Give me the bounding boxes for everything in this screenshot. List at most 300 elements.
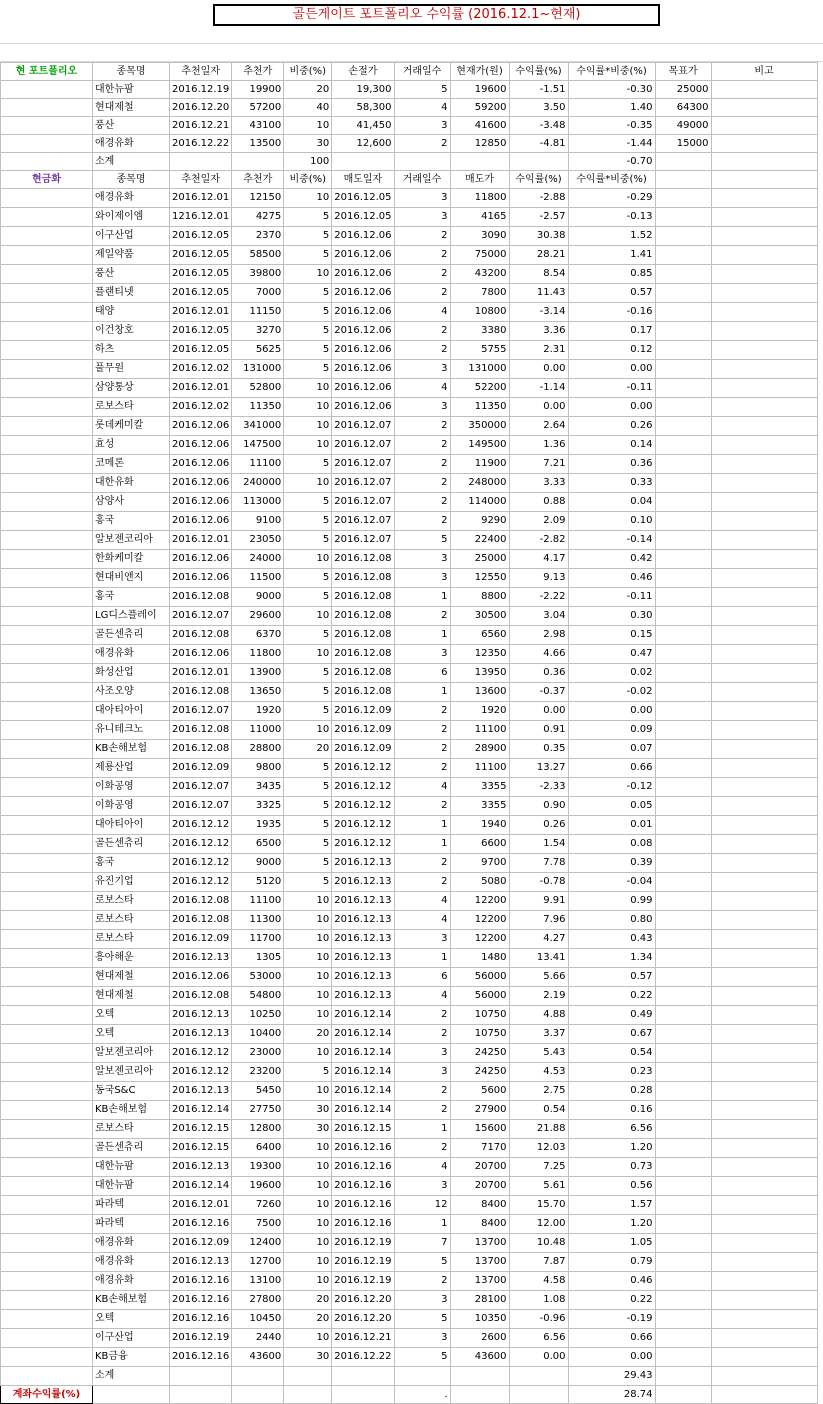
table-cell: 27800 [232,1291,284,1310]
table-cell: 11300 [232,911,284,930]
cash-header-cell: 수익률*비중(%) [568,171,655,189]
table-cell: 7500 [232,1215,284,1234]
table-cell: 1 [394,588,450,607]
table-cell: 0.80 [568,911,655,930]
table-cell: 0.66 [568,759,655,778]
table-cell: 홍국 [93,854,170,873]
table-cell: 2.64 [509,417,568,436]
table-cell: 10 [284,436,332,455]
table-cell: 2016.12.05 [170,227,232,246]
table-cell: 2016.12.19 [332,1253,394,1272]
table-cell: 1.54 [509,835,568,854]
table-cell: 5 [284,322,332,341]
table-cell: 0.00 [568,702,655,721]
table-cell: 5 [284,854,332,873]
table-cell: 20 [284,1310,332,1329]
table-cell: 12 [394,1196,450,1215]
table-cell: 2016.12.01 [170,379,232,398]
table-cell: 2016.12.05 [170,284,232,303]
table-cell: 0.14 [568,436,655,455]
table-cell: 2016.12.08 [332,569,394,588]
row-spacer [1,1196,93,1215]
table-cell: 3 [394,1291,450,1310]
table-cell: 2 [394,265,450,284]
table-cell: 2.19 [509,987,568,1006]
cash-subtotal-row [1,1367,818,1386]
table-cell: 풍산 [93,265,170,284]
table-cell: 2016.12.09 [170,930,232,949]
table-cell: 2016.12.13 [332,968,394,987]
table-cell: 2016.12.12 [332,797,394,816]
table-cell: 0.99 [568,892,655,911]
current-subtotal-row [1,153,818,171]
table-cell: -0.02 [568,683,655,702]
subtotal-label: 소계 [93,1367,170,1386]
row-spacer [1,1329,93,1348]
table-cell: 2016.12.12 [170,1063,232,1082]
table-cell: 2 [394,455,450,474]
portfolio-sheet [0,62,818,1404]
table-cell: 2 [394,512,450,531]
table-cell: -2.33 [509,778,568,797]
table-cell: 2016.12.14 [332,1082,394,1101]
table-cell: 12150 [232,189,284,208]
table-cell: 로보스타 [93,1120,170,1139]
row-spacer [1,1177,93,1196]
current-header-cell: 비중(%) [284,63,332,81]
table-cell: 2016.12.08 [332,607,394,626]
table-cell: 12850 [450,135,509,153]
table-cell: 2016.12.07 [332,512,394,531]
table-cell: 30 [284,1120,332,1139]
table-cell: 1216.12.01 [170,208,232,227]
table-cell: 15000 [655,135,711,153]
table-cell: 49000 [655,117,711,135]
table-cell: 2016.12.06 [170,512,232,531]
table-cell: 11000 [232,721,284,740]
table-cell: -0.35 [568,117,655,135]
table-cell: 이화공영 [93,778,170,797]
table-cell: 3.33 [509,474,568,493]
table-cell: 2016.12.19 [332,1272,394,1291]
table-cell: 대아티아이 [93,702,170,721]
table-cell: 3 [394,645,450,664]
current-header-cell: 종목명 [93,63,170,81]
table-cell: 2016.12.14 [332,1025,394,1044]
table-cell: 2016.12.08 [170,588,232,607]
table-row [1,1291,818,1310]
table-cell: 30 [284,1348,332,1367]
table-cell: 30 [284,1101,332,1120]
table-cell: 7000 [232,284,284,303]
row-spacer [1,968,93,987]
table-cell: 27750 [232,1101,284,1120]
table-cell: -0.30 [568,81,655,99]
table-cell: 현대제철 [93,987,170,1006]
table-cell: 2600 [450,1329,509,1348]
table-cell: 30 [284,135,332,153]
table-cell: 5 [284,797,332,816]
table-cell: 2016.12.09 [332,721,394,740]
table-cell: 4 [394,778,450,797]
row-spacer [1,949,93,968]
table-cell: 20 [284,81,332,99]
table-cell: 2 [394,493,450,512]
table-cell: 3 [394,189,450,208]
table-cell: 0.54 [568,1044,655,1063]
table-row [1,341,818,360]
table-cell: 2016.12.06 [332,341,394,360]
table-cell: 2016.12.06 [170,474,232,493]
table-cell: 40 [284,99,332,117]
table-cell: 알보젠코리아 [93,1063,170,1082]
table-cell: 8400 [450,1196,509,1215]
row-spacer [1,1348,93,1367]
table-row [1,265,818,284]
table-cell: -3.48 [509,117,568,135]
table-cell: 0.00 [568,398,655,417]
table-cell: 43600 [450,1348,509,1367]
table-row [1,1139,818,1158]
table-cell: 12,600 [332,135,394,153]
table-row [1,1177,818,1196]
table-cell: 13.27 [509,759,568,778]
table-cell: 2016.12.12 [332,759,394,778]
table-row [1,417,818,436]
table-cell: 2016.12.06 [170,569,232,588]
table-cell: 149500 [450,436,509,455]
table-cell: 5 [284,493,332,512]
table-cell: 홍국 [93,512,170,531]
table-cell: 59200 [450,99,509,117]
table-cell: -4.81 [509,135,568,153]
current-header-row [1,63,818,81]
table-row [1,607,818,626]
row-spacer [1,398,93,417]
table-cell: 4 [394,379,450,398]
table-cell: 3355 [450,778,509,797]
table-cell: 대아티아이 [93,816,170,835]
table-cell: 75000 [450,246,509,265]
table-cell: 10 [284,417,332,436]
table-cell: 4.88 [509,1006,568,1025]
current-header-cell: 추천가 [232,63,284,81]
table-cell: 2016.12.08 [170,892,232,911]
table-row [1,99,818,117]
row-spacer [1,117,93,135]
table-row [1,1101,818,1120]
table-cell: 화성산업 [93,664,170,683]
table-cell: 10 [284,1139,332,1158]
table-cell: 5.43 [509,1044,568,1063]
table-cell: 2016.12.08 [170,721,232,740]
table-cell: 2016.12.13 [170,1025,232,1044]
table-cell: 10 [284,1158,332,1177]
table-cell: 1.20 [568,1139,655,1158]
table-cell: 56000 [450,968,509,987]
table-row [1,683,818,702]
table-cell: 10 [284,1272,332,1291]
table-cell: 10 [284,1253,332,1272]
table-cell: 4.66 [509,645,568,664]
table-cell: 2016.12.14 [170,1177,232,1196]
table-cell: 2016.12.08 [332,664,394,683]
table-cell: 52200 [450,379,509,398]
table-cell: 삼양통상 [93,379,170,398]
row-spacer [1,303,93,322]
table-cell: 3380 [450,322,509,341]
table-row [1,911,818,930]
table-cell: 10 [284,1082,332,1101]
table-cell: 2 [394,322,450,341]
table-row [1,645,818,664]
table-cell: 1.08 [509,1291,568,1310]
table-cell: 1.34 [568,949,655,968]
table-cell: -2.22 [509,588,568,607]
table-cell: 2016.12.14 [332,1044,394,1063]
table-cell: 3 [394,117,450,135]
table-cell: 5755 [450,341,509,360]
table-cell: 23000 [232,1044,284,1063]
table-cell: 10400 [232,1025,284,1044]
table-cell: 3435 [232,778,284,797]
table-cell: 2 [394,607,450,626]
table-cell: 애경유화 [93,189,170,208]
table-cell: 0.49 [568,1006,655,1025]
row-spacer [1,99,93,117]
table-cell: 12.00 [509,1215,568,1234]
table-cell: 3 [394,398,450,417]
table-cell: 10 [284,645,332,664]
table-cell: 3 [394,1177,450,1196]
cash-header-row [1,171,818,189]
row-spacer [1,474,93,493]
table-cell: 2016.12.15 [170,1139,232,1158]
table-cell: 3090 [450,227,509,246]
table-cell: 131000 [450,360,509,379]
table-row [1,493,818,512]
table-cell: 4 [394,303,450,322]
table-cell: 2016.12.07 [332,436,394,455]
table-cell: 3325 [232,797,284,816]
subtotal-label: 소계 [93,153,170,171]
row-spacer [1,588,93,607]
table-cell: 2440 [232,1329,284,1348]
table-cell: 로보스타 [93,398,170,417]
row-spacer [1,341,93,360]
account-summary [1,1386,818,1404]
table-cell: 2016.12.16 [332,1139,394,1158]
row-spacer [1,892,93,911]
table-cell: 19,300 [332,81,394,99]
table-cell: 7260 [232,1196,284,1215]
row-spacer [1,683,93,702]
table-cell: 5450 [232,1082,284,1101]
table-cell [711,99,817,117]
table-row [1,1120,818,1139]
table-cell: 53000 [232,968,284,987]
table-row [1,135,818,153]
table-cell: 6370 [232,626,284,645]
table-row [1,797,818,816]
table-cell: 2016.12.16 [332,1215,394,1234]
table-cell: 2016.12.06 [332,360,394,379]
current-header-cell: 수익률(%) [509,63,568,81]
table-cell: 10750 [450,1025,509,1044]
table-row [1,117,818,135]
table-cell: 15600 [450,1120,509,1139]
table-cell: 10 [284,265,332,284]
table-cell: 4.58 [509,1272,568,1291]
table-cell: 0.08 [568,835,655,854]
table-cell: 2016.12.09 [170,759,232,778]
table-cell: 애경유화 [93,1253,170,1272]
table-cell: 5 [284,588,332,607]
table-cell: 5 [284,664,332,683]
table-cell: -0.13 [568,208,655,227]
table-cell: 5625 [232,341,284,360]
table-cell: 2370 [232,227,284,246]
table-cell: 2016.12.20 [332,1291,394,1310]
table-cell: 5 [394,81,450,99]
table-cell: 12700 [232,1253,284,1272]
table-cell: 10 [284,987,332,1006]
table-cell: 2016.12.16 [332,1177,394,1196]
table-cell: 파라텍 [93,1196,170,1215]
table-cell: -0.37 [509,683,568,702]
table-cell [711,117,817,135]
table-row [1,284,818,303]
table-cell: 골든센츄리 [93,626,170,645]
table-cell: 30.38 [509,227,568,246]
table-cell: 5 [284,512,332,531]
table-row [1,892,818,911]
table-cell: 5 [284,778,332,797]
cash-header-cell: 거래일수 [394,171,450,189]
table-cell: 114000 [450,493,509,512]
table-cell: 5 [284,360,332,379]
table-cell: 5 [394,531,450,550]
table-cell: 1 [394,683,450,702]
table-cell: 이화공영 [93,797,170,816]
table-cell: 341000 [232,417,284,436]
table-cell: 3 [394,1063,450,1082]
table-cell: 2 [394,740,450,759]
table-cell: 10 [284,398,332,417]
table-cell: 11100 [450,759,509,778]
table-cell: 4.17 [509,550,568,569]
table-cell: 2016.12.13 [332,949,394,968]
table-cell: 8400 [450,1215,509,1234]
table-cell: 2016.12.12 [170,854,232,873]
table-cell: 1.20 [568,1215,655,1234]
table-cell: 10800 [450,303,509,322]
table-cell: 2016.12.19 [332,1234,394,1253]
table-row [1,702,818,721]
table-cell: 11700 [232,930,284,949]
table-cell: 2016.12.13 [332,911,394,930]
table-cell: 4 [394,1158,450,1177]
table-cell: 2 [394,1025,450,1044]
table-cell: 골든센츄리 [93,835,170,854]
table-cell: 5 [284,683,332,702]
table-row [1,322,818,341]
table-cell: 13900 [232,664,284,683]
table-cell: 43200 [450,265,509,284]
table-cell: 6.56 [568,1120,655,1139]
table-cell: 13700 [450,1272,509,1291]
table-row [1,1329,818,1348]
table-cell: 2016.12.16 [170,1310,232,1329]
table-cell: 24250 [450,1044,509,1063]
table-cell: 20700 [450,1158,509,1177]
table-cell: 5 [284,1063,332,1082]
table-cell: -1.51 [509,81,568,99]
table-cell: 58500 [232,246,284,265]
table-cell: 0.46 [568,569,655,588]
table-cell: -0.11 [568,379,655,398]
table-cell: 10 [284,189,332,208]
table-cell: 2 [394,341,450,360]
table-cell: 41,450 [332,117,394,135]
table-cell: -2.57 [509,208,568,227]
table-cell: 0.39 [568,854,655,873]
table-cell: 0.22 [568,987,655,1006]
table-cell: 삼양사 [93,493,170,512]
table-cell: 27900 [450,1101,509,1120]
table-cell: 0.54 [509,1101,568,1120]
table-row [1,455,818,474]
row-spacer [1,550,93,569]
table-cell: 1935 [232,816,284,835]
table-cell: 10750 [450,1006,509,1025]
table-cell: 2016.12.20 [332,1310,394,1329]
table-cell: 2016.12.13 [332,873,394,892]
table-cell: 10 [284,607,332,626]
table-cell: 2016.12.16 [170,1291,232,1310]
table-cell: 24000 [232,550,284,569]
row-spacer [1,1120,93,1139]
table-cell: 10250 [232,1006,284,1025]
table-row [1,360,818,379]
table-cell: 7170 [450,1139,509,1158]
table-row [1,1082,818,1101]
table-cell: 10 [284,930,332,949]
table-cell: 2016.12.01 [170,189,232,208]
table-cell: 2 [394,436,450,455]
row-spacer [1,702,93,721]
table-row [1,227,818,246]
table-cell: 2016.12.05 [332,208,394,227]
table-cell: 1 [394,626,450,645]
table-cell: 2016.12.05 [170,246,232,265]
row-spacer [1,436,93,455]
table-cell: 2016.12.19 [170,81,232,99]
table-cell: 2016.12.08 [170,683,232,702]
table-cell: 롯데케미칼 [93,417,170,436]
table-cell: 8800 [450,588,509,607]
table-cell: 0.12 [568,341,655,360]
table-cell: 2016.12.06 [170,968,232,987]
cash-header-cell: 매도일자 [332,171,394,189]
cash-header-cell: 비중(%) [284,171,332,189]
table-cell: 9000 [232,854,284,873]
table-cell: 3 [394,360,450,379]
table-cell: 2 [394,1082,450,1101]
table-cell: 2016.12.02 [170,360,232,379]
table-cell: 2.75 [509,1082,568,1101]
table-row [1,474,818,493]
